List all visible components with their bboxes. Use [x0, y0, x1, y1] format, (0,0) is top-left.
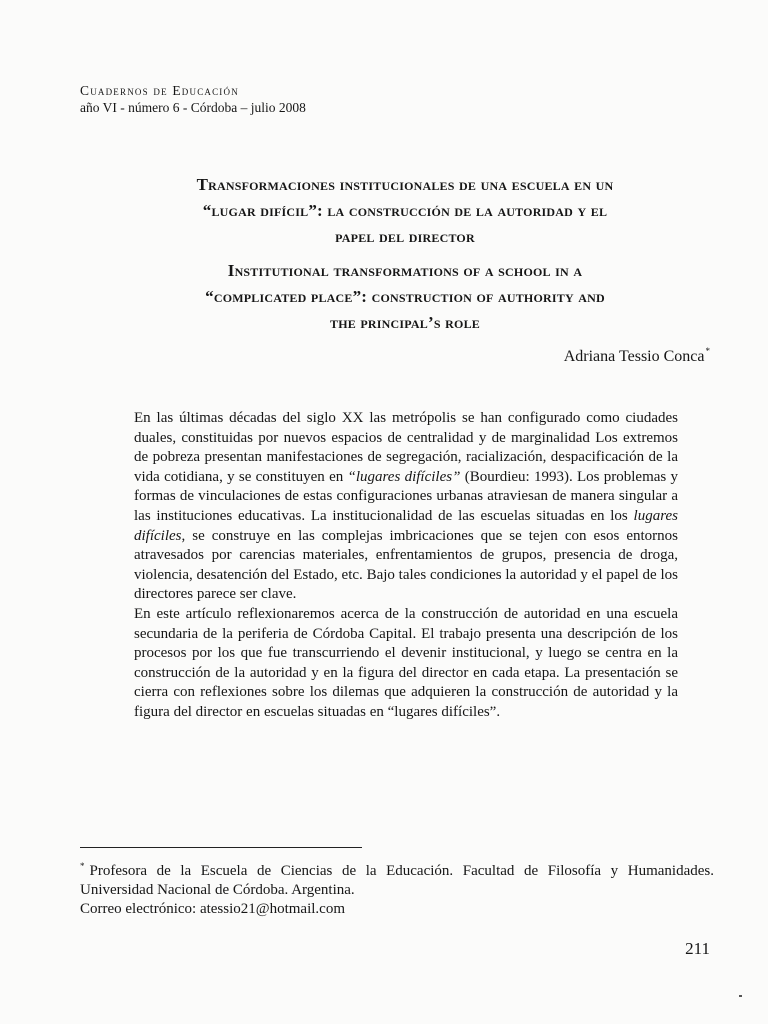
title-en-line-1: Institutional transformations of a school in a [227, 261, 583, 280]
title-es-line-1: Transformaciones institucionales de una escuela en un [196, 175, 614, 194]
abstract-p1-text-c: , se construye en las complejas imbricaciones que se tejen con esos entornos atravesados por carencias materiales, enfrentamientos de grupos, presencia de droga, violencia, desatención del Estado, etc. Bajo tales condiciones la autoridad y el papel de los directores parece ser clave. [134, 527, 678, 603]
abstract-p1-text-b: (Bourdieu: 1993). Los problemas y formas de vinculaciones de estas configuraciones urbanas atraviesan de manera singular a las instituciones educativas. La institucionalidad de las escuelas situadas en los [134, 468, 679, 524]
abstract-paragraph-2: En este artículo reflexionaremos acerca de la construcción de autoridad en una escuela secundaria de la periferia de Córdoba Capital. El trabajo presenta una descripción de los procesos por los que fue transcurriendo el devenir institucional, y luego se centra en la construcción de la autoridad y en la figura del director en cada etapa. La presentación se cierra con reflexiones sobre los dilemas que adquieren la construcción de autoridad y la figura del director en escuelas situadas en “lugares difíciles”. [134, 605, 678, 720]
footnote-email: Correo electrónico: atessio21@hotmail.com [80, 901, 345, 918]
journal-name: Cuadernos de Educación [80, 83, 239, 98]
journal-issue: año VI - número 6 - Córdoba – julio 2008 [80, 100, 306, 115]
abstract-p1-emphasis-2: lugares difíciles [134, 507, 678, 544]
footnote-mark: * [80, 861, 85, 871]
title-english [100, 258, 710, 336]
footnote-divider [80, 847, 362, 848]
author-name: Adriana Tessio Conca [563, 348, 705, 365]
author-footnote-mark: * [705, 346, 710, 356]
page-number: 211 [685, 939, 710, 958]
abstract [134, 409, 678, 723]
title-es-line-2: “lugar difícil”: la construcción de la autoridad y el [202, 201, 608, 220]
scan-speck [739, 995, 742, 997]
journal-header [80, 82, 306, 116]
footnote-text: Profesora de la Escuela de Ciencias de la Educación. Facultad de Filosofía y Humanidades. Universidad Nacional de Córdoba. Argentina. [80, 863, 714, 899]
title-en-line-2: “complicated place”: construction of authority and [205, 287, 605, 306]
abstract-paragraph-1 [134, 409, 678, 605]
footnote [80, 857, 714, 920]
author-byline [564, 341, 710, 367]
abstract-p1-text-a: En las últimas décadas del siglo XX las metrópolis se han configurado como ciudades duales, constituidas por nuevos espacios de centralidad y de marginalidad Los extremos de pobreza presentan manifestaciones de segregación, racialización, despacificación de la vida cotidiana, y se constituyen en [134, 410, 678, 485]
title-es-line-3: papel del director [335, 227, 475, 246]
footnote-affiliation [80, 857, 714, 900]
title-en-line-3: the principal’s role [330, 313, 480, 332]
title-spanish [100, 172, 710, 250]
abstract-p1-emphasis-1: “lugares difíciles” [347, 468, 461, 485]
